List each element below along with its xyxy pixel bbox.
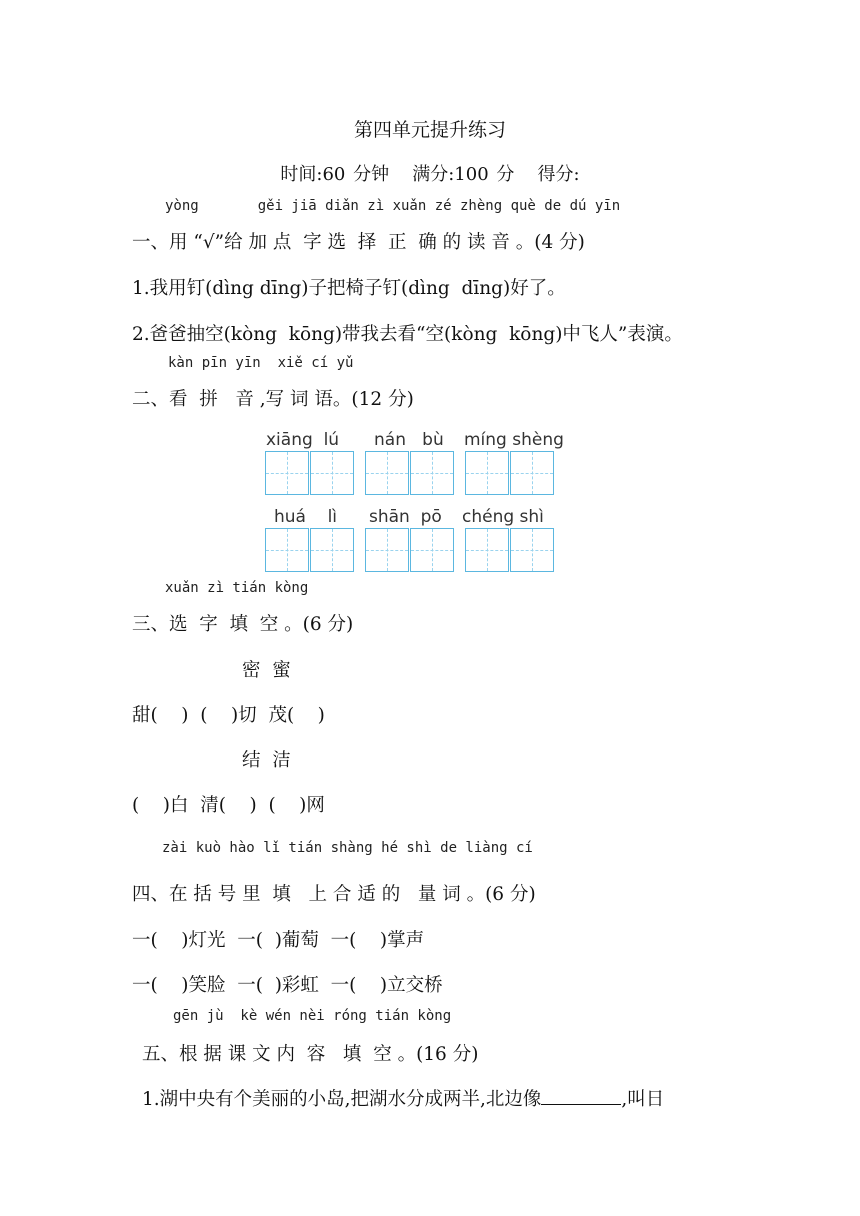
section1-question-2: 2.爸爸抽空(kòng kōng)带我去看“空(kòng kōng)中飞人”表演。 xyxy=(132,324,683,345)
section2-pinyin: kàn pīn yīn xiě cí yǔ xyxy=(168,355,354,371)
writing-box[interactable] xyxy=(310,528,354,572)
section2-heading: 二、看 拼 音 ,写 词 语。(12 分) xyxy=(132,389,414,410)
section4-pinyin: zài kuò hào lǐ tián shàng hé shì de liàng cí xyxy=(162,840,533,856)
question-text: 1.湖中央有个美丽的小岛,把湖水分成两半,北边像 xyxy=(142,1089,542,1110)
measure-line-1: 一( )灯光 一( )葡萄 一( )掌声 xyxy=(132,930,425,951)
writing-box[interactable] xyxy=(265,528,309,572)
word-pinyin: xiāng lú xyxy=(266,430,340,450)
fill-line-2: ( )白 清( ) ( )网 xyxy=(132,795,325,816)
word-pinyin: shān pō xyxy=(369,507,442,527)
answer-blank[interactable] xyxy=(541,1086,621,1105)
writing-box[interactable] xyxy=(465,528,509,572)
page-title: 第四单元提升练习 xyxy=(353,119,506,141)
section5-pinyin: gēn jù kè wén nèi róng tián kòng xyxy=(173,1008,452,1024)
choice-chars-1: 密 蜜 xyxy=(242,660,291,681)
writing-box[interactable] xyxy=(310,451,354,495)
section5-heading: 五、根 据 课 文 内 容 填 空 。(16 分) xyxy=(142,1044,479,1065)
writing-box[interactable] xyxy=(265,451,309,495)
section1-heading: 一、用 “√”给 加 点 字 选 择 正 确 的 读 音 。(4 分) xyxy=(132,232,585,253)
writing-box[interactable] xyxy=(510,451,554,495)
section5-question-1 xyxy=(142,1085,664,1111)
writing-box[interactable] xyxy=(365,528,409,572)
section1-question-1: 1.我用钉(dìng dīng)子把椅子钉(dìng dīng)好了。 xyxy=(132,278,566,299)
section3-pinyin: xuǎn zì tián kòng xyxy=(165,580,309,596)
writing-box[interactable] xyxy=(410,451,454,495)
section4-heading: 四、在 括 号 里 填 上 合 适 的 量 词 。(6 分) xyxy=(132,884,536,905)
question-text-end: ,叫日 xyxy=(621,1089,665,1110)
exam-meta: 时间:60 分钟 满分:100 分 得分: xyxy=(280,164,580,185)
measure-line-2: 一( )笑脸 一( )彩虹 一( )立交桥 xyxy=(132,975,443,996)
writing-box[interactable] xyxy=(510,528,554,572)
word-pinyin: chéng shì xyxy=(462,507,544,527)
fill-line-1: 甜( ) ( )切 茂( ) xyxy=(132,705,325,726)
writing-box[interactable] xyxy=(465,451,509,495)
word-pinyin: huá lì xyxy=(274,507,338,527)
writing-box[interactable] xyxy=(365,451,409,495)
section3-heading: 三、选 字 填 空 。(6 分) xyxy=(132,614,354,635)
choice-chars-2: 结 洁 xyxy=(242,750,291,771)
word-pinyin: míng shèng xyxy=(464,430,564,450)
word-pinyin: nán bù xyxy=(374,430,444,450)
writing-box[interactable] xyxy=(410,528,454,572)
section1-pinyin: yòng gěi jiā diǎn zì xuǎn zé zhèng què de dú yīn xyxy=(165,198,621,214)
